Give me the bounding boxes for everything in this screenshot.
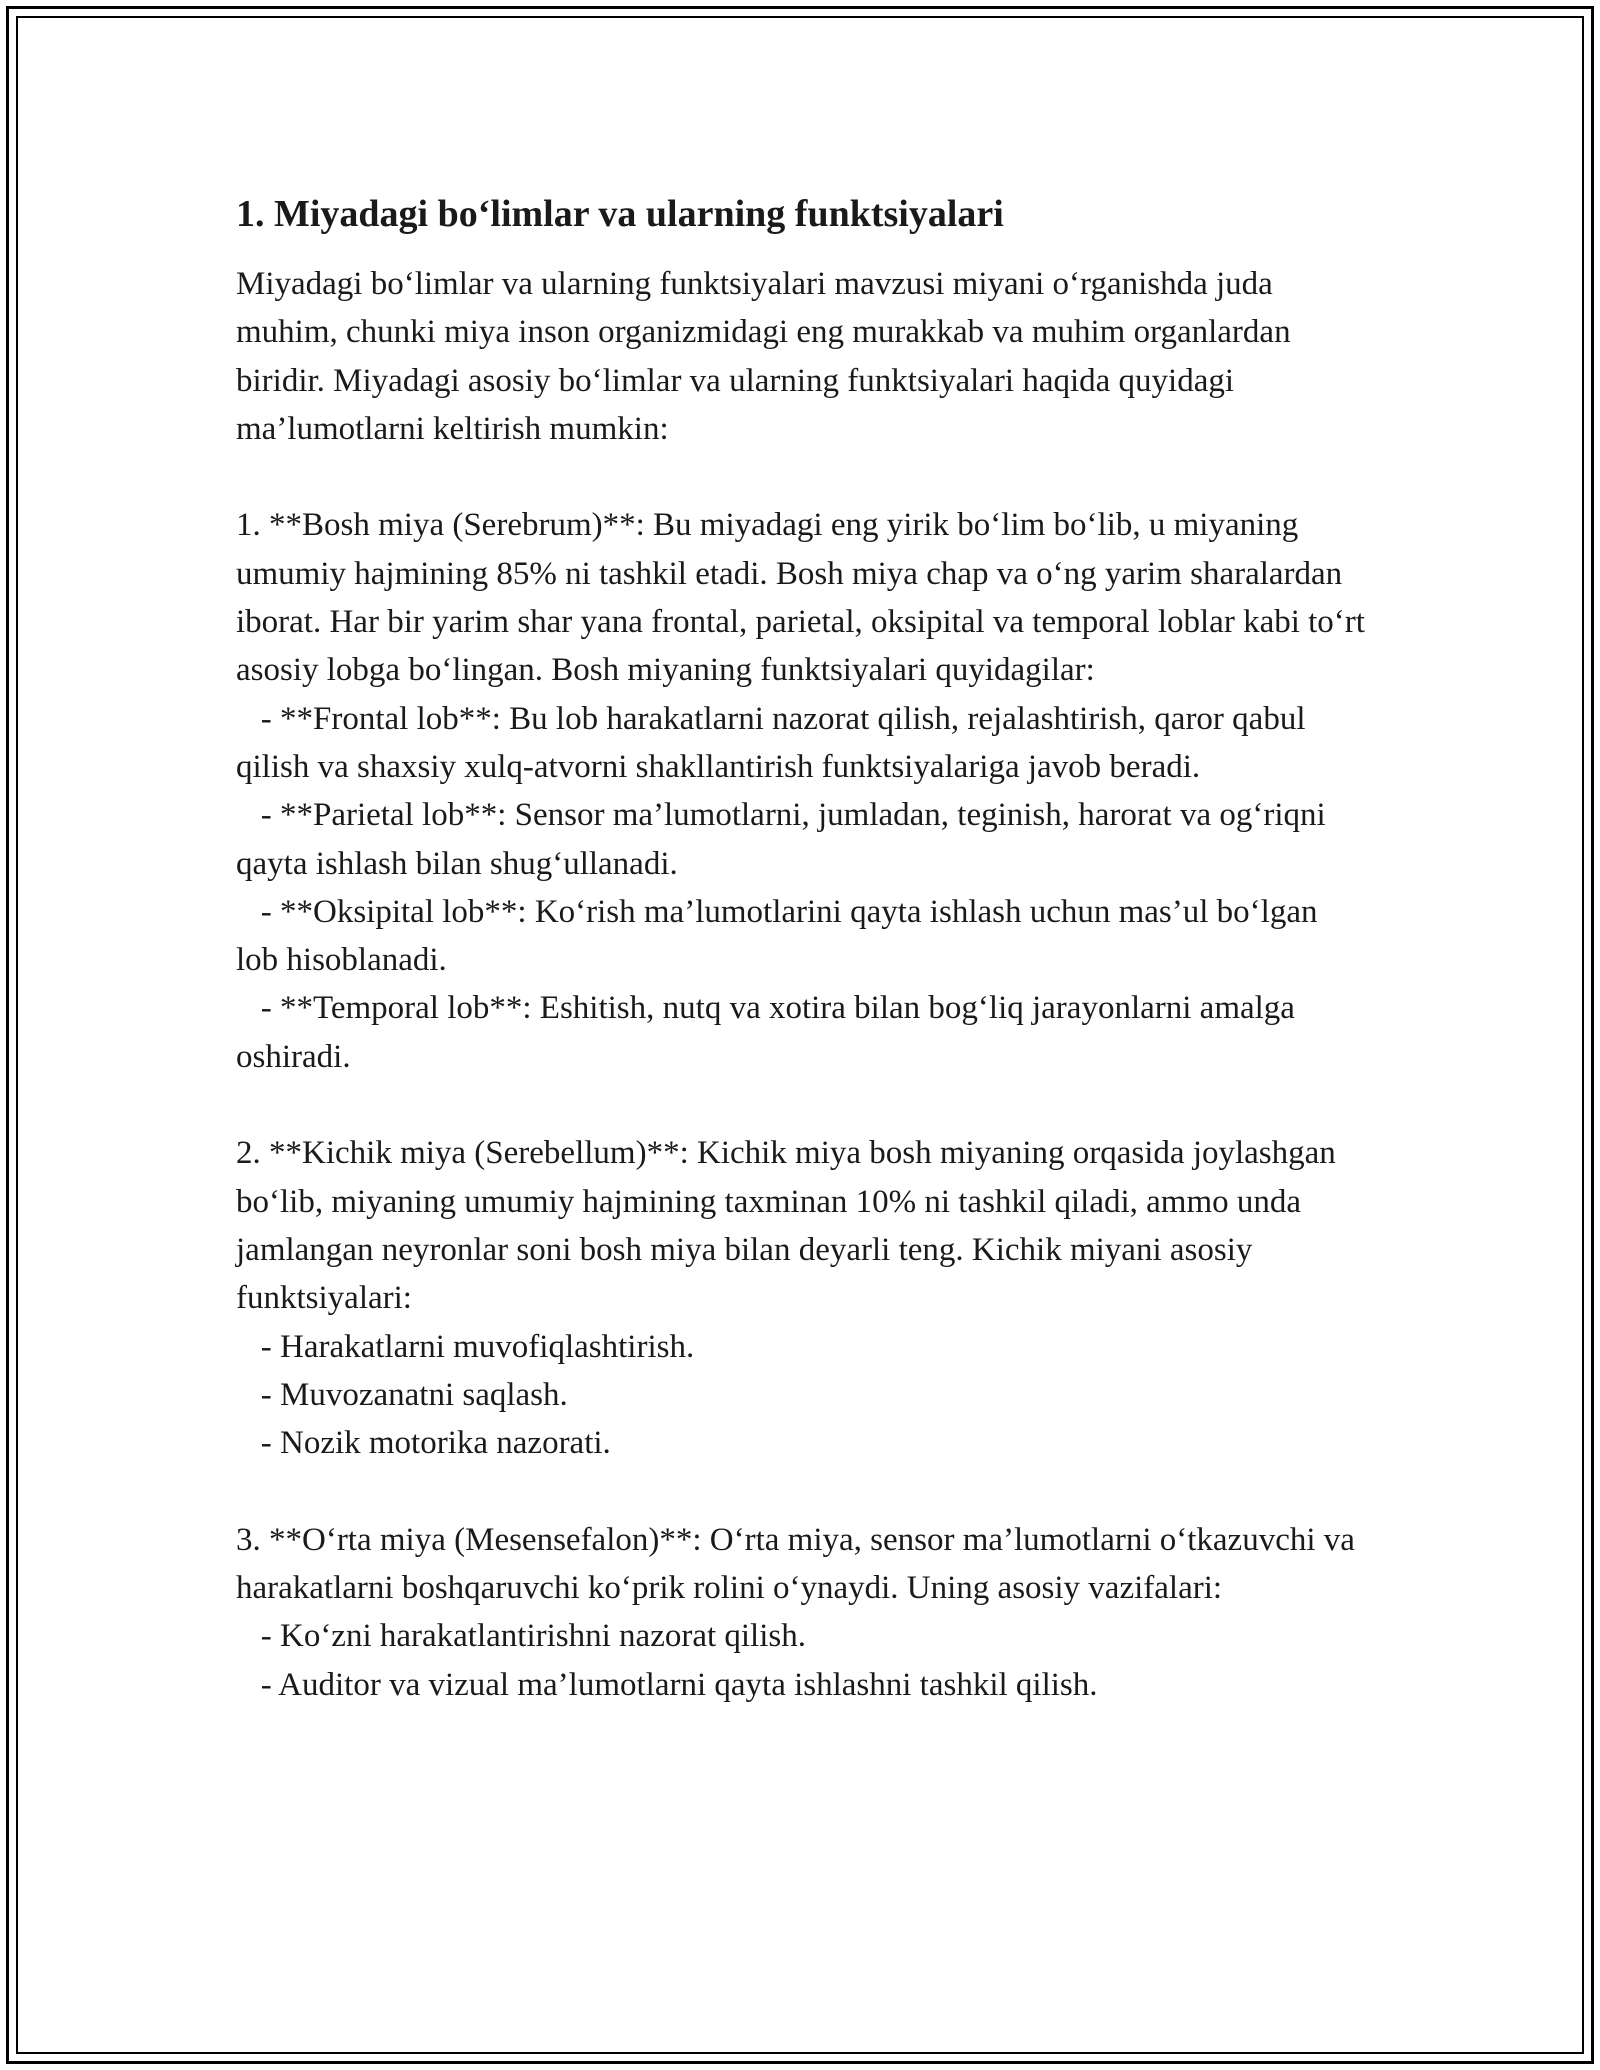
section-body: Miyadagi bo‘limlar va ularning funktsiyalari mavzusi miyani o‘rganishda juda muhim, chunki miya inson organizmidagi eng murakkab va muhim organlardan biridir. Miyadagi asosiy bo‘limlar va ularning funktsiyalari haqida quyidagi ma’lumotlarni keltirish mumkin: 1. **Bosh miya (Serebrum)**: Bu miyadagi eng yirik bo‘lim bo‘lib, u miyaning umumiy hajmining 85% ni tashkil etadi. Bosh miya chap va o‘ng yarim sharalardan iborat. Har bir yarim shar yana frontal, parietal, oksipital va temporal loblar kabi to‘rt asosiy lobga bo‘lingan. Bosh miyaning funktsiyalari quyidagilar: - **Frontal lob**: Bu lob harakatlarni nazorat qilish, rejalashtirish, qaror qabul qilish va shaxsiy xulq-atvorni shakllantirish funktsiyalariga javob beradi. - **Parietal lob**: Sensor ma’lumotlarni, jumladan, teginish, harorat va og‘riqni qayta ishlash bilan shug‘ullanadi. - **Oksipital lob**: Ko‘rish ma’lumotlarini qayta ishlash uchun mas’ul bo‘lgan lob hisoblanadi. - **Temporal lob**: Eshitish, nutq va xotira bilan bog‘liq jarayonlarni amalga oshiradi. 2. **Kichik miya (Serebellum)**: Kichik miya bosh miyaning orqasida joylashgan bo‘lib, miyaning umumiy hajmining taxminan 10% ni tashkil qiladi, ammo unda jamlangan neyronlar soni bosh miya bilan deyarli teng. Kichik miyani asosiy funktsiyalari: - Harakatlarni muvofiqlashtirish. - Muvozanatni saqlash. - Nozik motorika nazorati. 3. **O‘rta miya (Mesensefalon)**: O‘rta miya, sensor ma’lumotlarni o‘tkazuvchi va harakatlarni boshqaruvchi ko‘prik rolini o‘ynaydi. Uning asosiy vazifalari: - Ko‘zni harakatlantirishni nazorat qilish. - Auditor va vizual ma’lumotlarni qayta ishlashni tashkil qilish.	[236, 266, 1365, 1703]
section-title: 1. Miyadagi bo‘limlar va ularning funktsiyalari	[236, 193, 1004, 235]
document-content	[236, 190, 1366, 1709]
